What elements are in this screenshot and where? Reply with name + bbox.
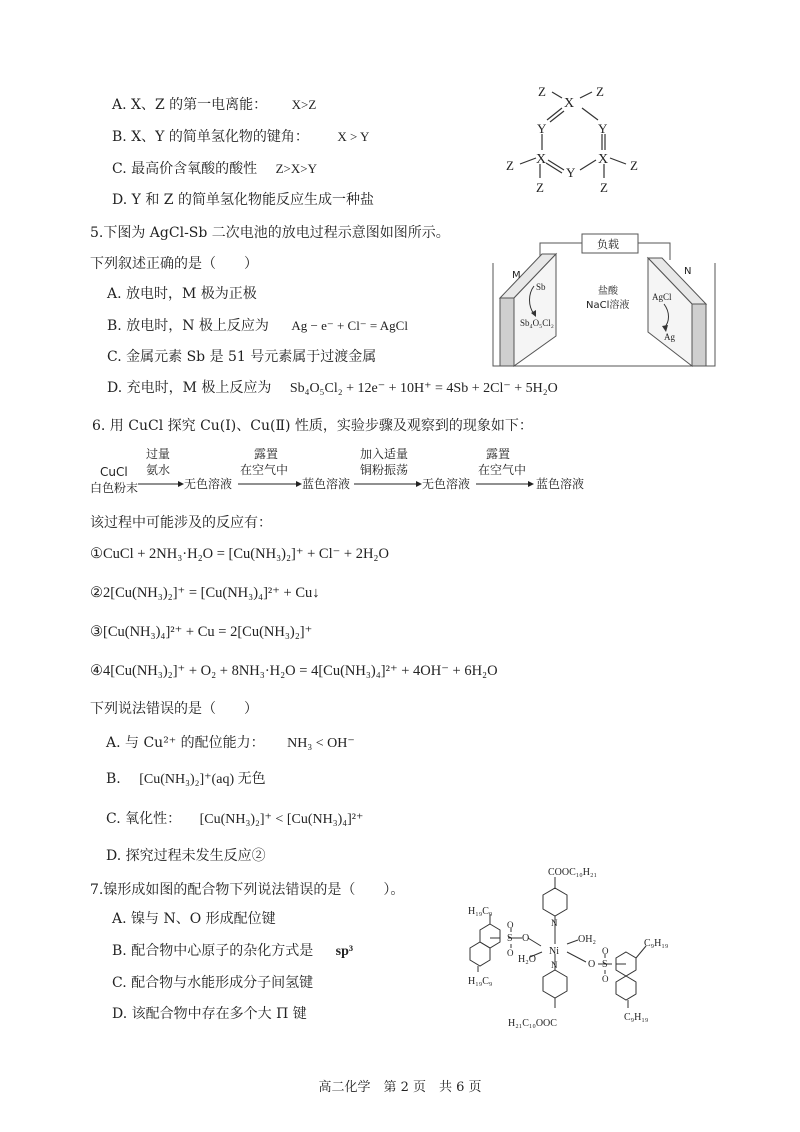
flow-step1-above2: 氨水	[146, 463, 171, 477]
q5-subtitle: 下列叙述正确的是（ ）	[90, 256, 258, 272]
option-text: C. 最高价含氧酸的酸性	[112, 161, 258, 177]
q7-option-c: C. 配合物与水能形成分子间氢键	[112, 975, 314, 991]
flow-step3-result: 无色溶液	[422, 477, 471, 491]
flow-step1-above1: 过量	[146, 447, 171, 461]
agcl-label: AgCl	[652, 292, 672, 302]
o-right-bottom: O	[602, 974, 609, 984]
option-text: D. Y 和 Z 的简单氢化物能反应生成一种盐	[112, 192, 374, 208]
q4-option-a	[112, 94, 316, 114]
q5-option-a: A. 放电时，M 极为正极	[107, 286, 257, 302]
ring-z-3: Z	[506, 158, 514, 173]
flow-step3-above2: 铜粉振荡	[360, 463, 409, 477]
q7-option-b	[112, 940, 353, 960]
ring-x-left: X	[536, 152, 547, 167]
c9-right-bottom: C₉H₁₉	[624, 1012, 649, 1023]
q6-reaction-3: ③[Cu(NH₃)₄]²⁺ + Cu = 2[Cu(NH₃)₂]⁺	[90, 624, 313, 640]
h2o-label: H₂O	[518, 954, 536, 965]
q4-option-d	[112, 189, 374, 209]
o-left: O	[522, 933, 530, 944]
q6-reaction-1: ①CuCl + 2NH₃·H₂O = [Cu(NH₃)₂]⁺ + Cl⁻ + 2H₂O	[90, 546, 389, 562]
q6-option-a	[106, 732, 355, 752]
option-formula: Z>X>Y	[275, 161, 317, 176]
q6-title: 6. 用 CuCl 探究 Cu(Ⅰ)、Cu(Ⅱ) 性质，实验步骤及观察到的现象如下：	[92, 418, 533, 434]
ring-z-5: Z	[536, 180, 544, 195]
ring-z-6: Z	[600, 180, 608, 195]
ester-bottom: H₂₁C₁₀OOC	[508, 1018, 557, 1029]
q5-option-c: C. 金属元素 Sb 是 51 号元素属于过渡金属	[107, 349, 377, 365]
q6-reactions-intro: 该过程中可能涉及的反应有：	[90, 515, 272, 531]
q6-option-b	[106, 768, 266, 788]
page-footer: 高二化学 第 2 页 共 6 页	[318, 1080, 482, 1095]
n-label: N	[684, 266, 692, 277]
option-text: B. X、Y 的简单氢化物的键角：	[112, 129, 309, 145]
q4-ring-structure	[500, 80, 660, 200]
m-label: M	[512, 270, 521, 281]
flow-step1-result: 无色溶液	[184, 477, 233, 491]
electrolyte-label-1: 盐酸	[598, 286, 618, 297]
flow-step2-above1: 露置	[254, 447, 279, 461]
flow-step4-result: 蓝色溶液	[536, 477, 585, 491]
battery-diagram	[490, 228, 720, 370]
s-left: S	[507, 933, 513, 944]
ag-label: Ag	[664, 332, 675, 342]
option-text: B. 放电时，N 极上反应为	[107, 318, 269, 334]
flow-step4-above2: 在空气中	[478, 463, 527, 477]
ring-y-left: Y	[537, 121, 547, 136]
option-text: B.	[106, 771, 121, 787]
ring-y-right: Y	[598, 121, 608, 136]
o-left-bottom: O	[507, 948, 514, 958]
q6-reaction-4: ④4[Cu(NH₃)₂]⁺ + O₂ + 8NH₃·H₂O = 4[Cu(NH₃)₄]²⁺ + 4OH⁻ + 6H₂O	[90, 663, 498, 679]
q7-option-d: D. 该配合物中存在多个大 Π 键	[112, 1006, 307, 1022]
ring-z-2: Z	[596, 84, 604, 99]
option-text: B. 配合物中心原子的杂化方式是	[112, 943, 314, 959]
q6-reaction-2: ②2[Cu(NH₃)₂]⁺ = [Cu(NH₃)₄]²⁺ + Cu↓	[90, 585, 320, 601]
s-right: S	[602, 959, 608, 970]
sb-label: Sb	[536, 282, 546, 292]
flow-step2-result: 蓝色溶液	[302, 477, 351, 491]
ni-center: Ni	[549, 946, 559, 957]
q4-option-b	[112, 126, 369, 146]
c9-left-bottom: H₁₉C₉	[468, 976, 493, 987]
load-label: 负载	[597, 238, 619, 251]
option-text: C. 氧化性：	[106, 811, 182, 827]
option-formula: X>Z	[291, 97, 317, 112]
option-formula: NH₃ < OH⁻	[287, 736, 355, 751]
option-text: D. 充电时，M 极上反应为	[107, 380, 272, 396]
option-formula: sp³	[335, 944, 354, 959]
flow-start-2: 白色粉末	[90, 481, 139, 495]
c9-right-top: C₉H₁₉	[644, 938, 669, 949]
flow-step3-above1: 加入适量	[360, 447, 409, 461]
n-bottom: N	[551, 960, 558, 970]
n-top: N	[551, 918, 558, 928]
ring-y-bottom: Y	[566, 165, 576, 180]
ring-x-top: X	[564, 96, 575, 111]
ester-top: COOC₁₀H₂₁	[548, 867, 597, 878]
q5-option-d	[107, 377, 558, 397]
o-left-top: O	[507, 920, 514, 930]
option-text: A. 与 Cu²⁺ 的配位能力：	[106, 735, 265, 751]
q6-option-c	[106, 808, 363, 828]
q6-flow-diagram	[90, 444, 610, 500]
o-right-top: O	[602, 946, 609, 956]
ring-z-4: Z	[630, 158, 638, 173]
option-text: A. X、Z 的第一电离能：	[112, 97, 268, 113]
ni-complex-structure	[468, 862, 688, 1032]
o-right: O	[588, 959, 596, 970]
ring-x-right: X	[598, 152, 609, 167]
q7-title: 7.镍形成如图的配合物下列说法错误的是（ ）。	[90, 882, 405, 898]
oh2-label: OH₂	[578, 934, 596, 945]
q7-option-a: A. 镍与 N、O 形成配位键	[112, 911, 276, 927]
flow-step4-above1: 露置	[486, 447, 511, 461]
q6-option-d: D. 探究过程未发生反应②	[106, 848, 266, 864]
option-formula: [Cu(NH₃)₂]⁺ < [Cu(NH₃)₄]²⁺	[199, 812, 364, 827]
q4-option-c	[112, 158, 317, 178]
ring-z-1: Z	[538, 84, 546, 99]
q5-option-b	[107, 315, 408, 335]
flow-start-1: CuCl	[100, 465, 128, 479]
c9-left-top: H₁₉C₉	[468, 906, 493, 917]
option-formula: [Cu(NH₃)₂]⁺(aq) 无色	[139, 772, 266, 787]
q5-title: 5.下图为 AgCl-Sb 二次电池的放电过程示意图如图所示。	[90, 225, 450, 241]
flow-step2-above2: 在空气中	[240, 463, 289, 477]
option-formula: X > Y	[337, 129, 370, 144]
q6-question: 下列说法错误的是（ ）	[90, 701, 258, 717]
sb-product-label: Sb₄O₅Cl₂	[520, 318, 554, 328]
option-formula: Sb₄O₅Cl₂ + 12e⁻ + 10H⁺ = 4Sb + 2Cl⁻ + 5H₂O	[289, 381, 558, 396]
option-formula: Ag − e⁻ + Cl⁻ = AgCl	[291, 318, 408, 333]
electrolyte-label-2: NaCl溶液	[586, 300, 630, 311]
